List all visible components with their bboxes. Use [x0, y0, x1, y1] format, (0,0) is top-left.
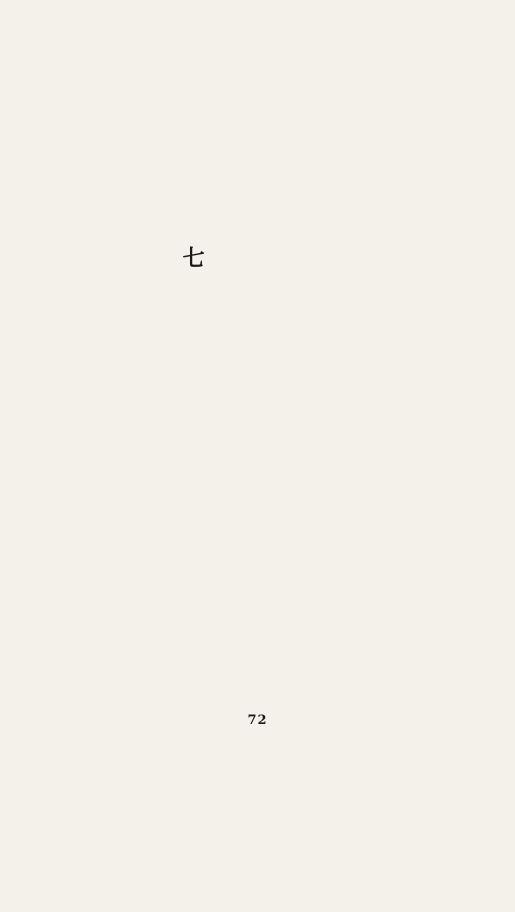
- text-column-8: [364, 26, 377, 692]
- text-column-16: [242, 26, 255, 692]
- vertical-text-body: [36, 26, 485, 692]
- text-column-20: [143, 26, 156, 692]
- text-column-25: [67, 26, 80, 692]
- text-column-11: [318, 26, 331, 692]
- text-column-13: [288, 26, 301, 692]
- page-number: 72: [247, 713, 268, 728]
- text-column-23: [97, 26, 110, 692]
- text-column-12: [303, 26, 316, 692]
- text-column-17: [226, 26, 239, 692]
- column-spacer: [174, 26, 180, 692]
- text-column-19: [159, 26, 172, 692]
- text-column-26: [51, 26, 64, 692]
- text-column-18: [211, 26, 224, 692]
- text-column-15: [257, 26, 270, 692]
- section-number: 七: [179, 246, 206, 269]
- text-column-27: [36, 26, 49, 692]
- text-column-10: [334, 26, 347, 692]
- column-spacer: [203, 26, 209, 692]
- text-column-21: [128, 26, 141, 692]
- text-column-2: [456, 26, 469, 692]
- text-column-7: [380, 26, 393, 692]
- text-column-4: [426, 26, 439, 692]
- text-column-6: [395, 26, 408, 692]
- text-column-14: [272, 26, 285, 692]
- text-column-5: [410, 26, 423, 692]
- text-column-1: [472, 26, 485, 692]
- text-column-22: [113, 26, 126, 692]
- text-column-24: [82, 26, 95, 692]
- text-column-9: [349, 26, 362, 692]
- text-column-3: [441, 26, 454, 692]
